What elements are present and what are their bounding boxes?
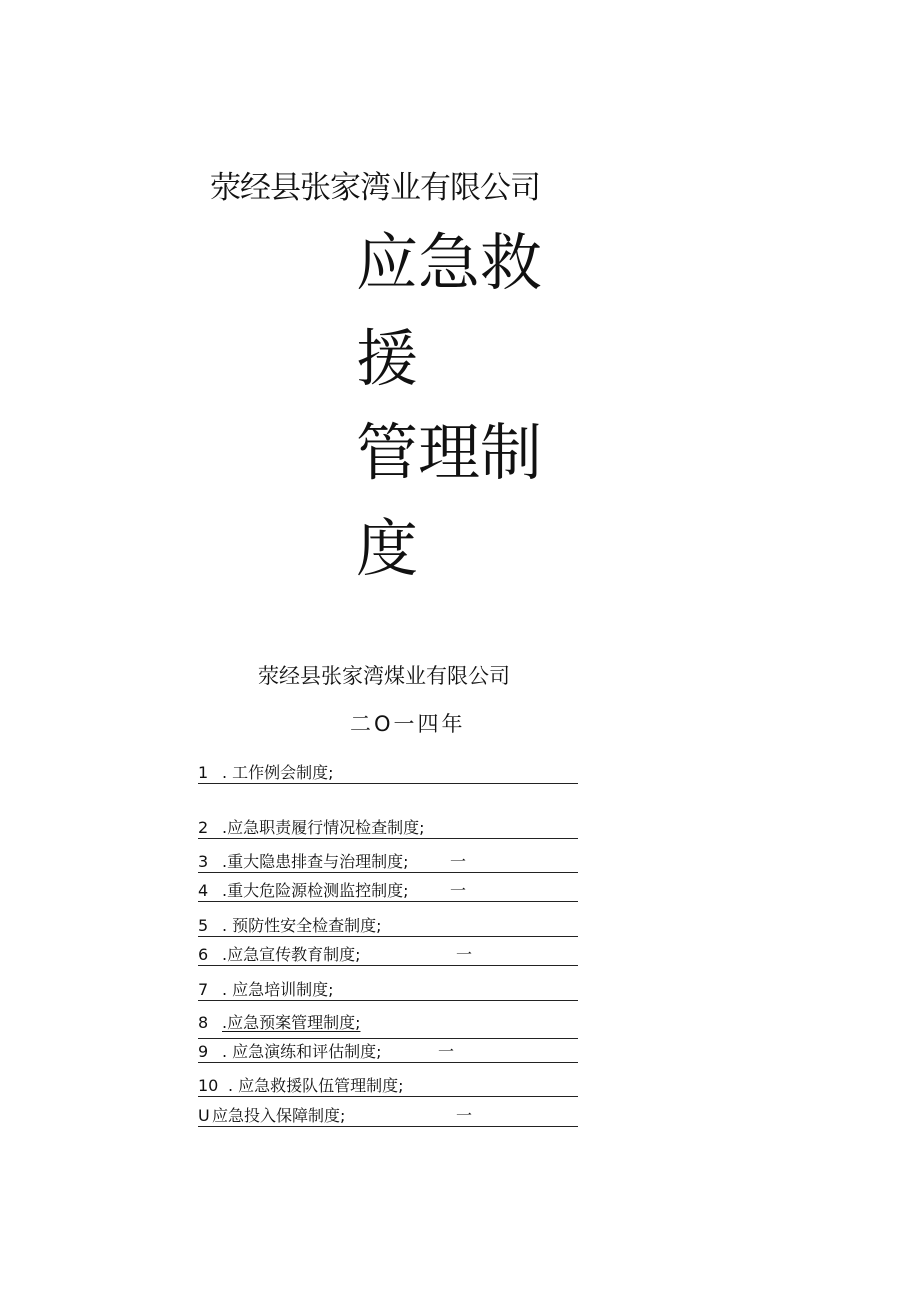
toc-item-dash: 一 (438, 1042, 455, 1061)
toc-item-text: . 应急培训制度; (222, 980, 334, 999)
toc-item (198, 881, 578, 902)
toc-item (198, 980, 578, 1001)
toc-item-number: 9 (198, 1042, 209, 1061)
toc-item-text: .重大危险源检测监控制度; (222, 881, 409, 900)
toc-item-text: . 应急救援队伍管理制度; (228, 1076, 404, 1095)
toc-item-number: 3 (198, 852, 209, 871)
toc-item-dash: 一 (450, 852, 467, 871)
toc-item (198, 945, 578, 966)
toc-item-text: 应急投入保障制度; (212, 1106, 346, 1125)
toc-item-number: 7 (198, 980, 209, 999)
title-line-3: 管理制 (356, 416, 543, 489)
title-line-1: 应急救 (356, 226, 543, 299)
toc-item-number: 8 (198, 1013, 209, 1032)
toc-item-dash: 一 (456, 1106, 473, 1125)
toc-item-number: 5 (198, 916, 209, 935)
toc-item-text: .应急宣传教育制度; (222, 945, 361, 964)
toc-item-text: .应急职责履行情况检查制度; (222, 818, 425, 837)
toc-item-dash: 一 (456, 945, 473, 964)
toc-item (198, 1106, 578, 1127)
toc-item-text: .重大隐患排查与治理制度; (222, 852, 409, 871)
toc-item (198, 1076, 578, 1097)
title-line-2: 援 (356, 322, 419, 395)
toc-item-number: 1 (198, 763, 209, 782)
toc-item (198, 818, 578, 839)
toc-item-number: 2 (198, 818, 209, 837)
company-name-heading: 荥经县张家湾业有限公司 (210, 170, 540, 206)
toc-item (198, 763, 578, 784)
toc-item-number: 4 (198, 881, 209, 900)
toc-item (198, 852, 578, 873)
toc-item-text: . 工作例会制度; (222, 763, 334, 782)
toc-item-number: 10 (198, 1076, 219, 1095)
toc-item (198, 916, 578, 937)
toc-item-number: U (198, 1106, 210, 1125)
toc-item-text: . 预防性安全检查制度; (222, 916, 382, 935)
toc-rule (198, 1017, 578, 1039)
document-year: 二O一四年 (350, 712, 466, 736)
toc-item-number: 6 (198, 945, 209, 964)
toc-item-text: .应急预案管理制度; (222, 1013, 361, 1032)
toc-item-dash: 一 (450, 881, 467, 900)
toc-item-text: . 应急演练和评估制度; (222, 1042, 382, 1061)
toc-item (198, 1042, 578, 1063)
title-line-4: 度 (356, 512, 419, 585)
company-name-subtitle: 荥经县张家湾煤业有限公司 (258, 664, 510, 688)
